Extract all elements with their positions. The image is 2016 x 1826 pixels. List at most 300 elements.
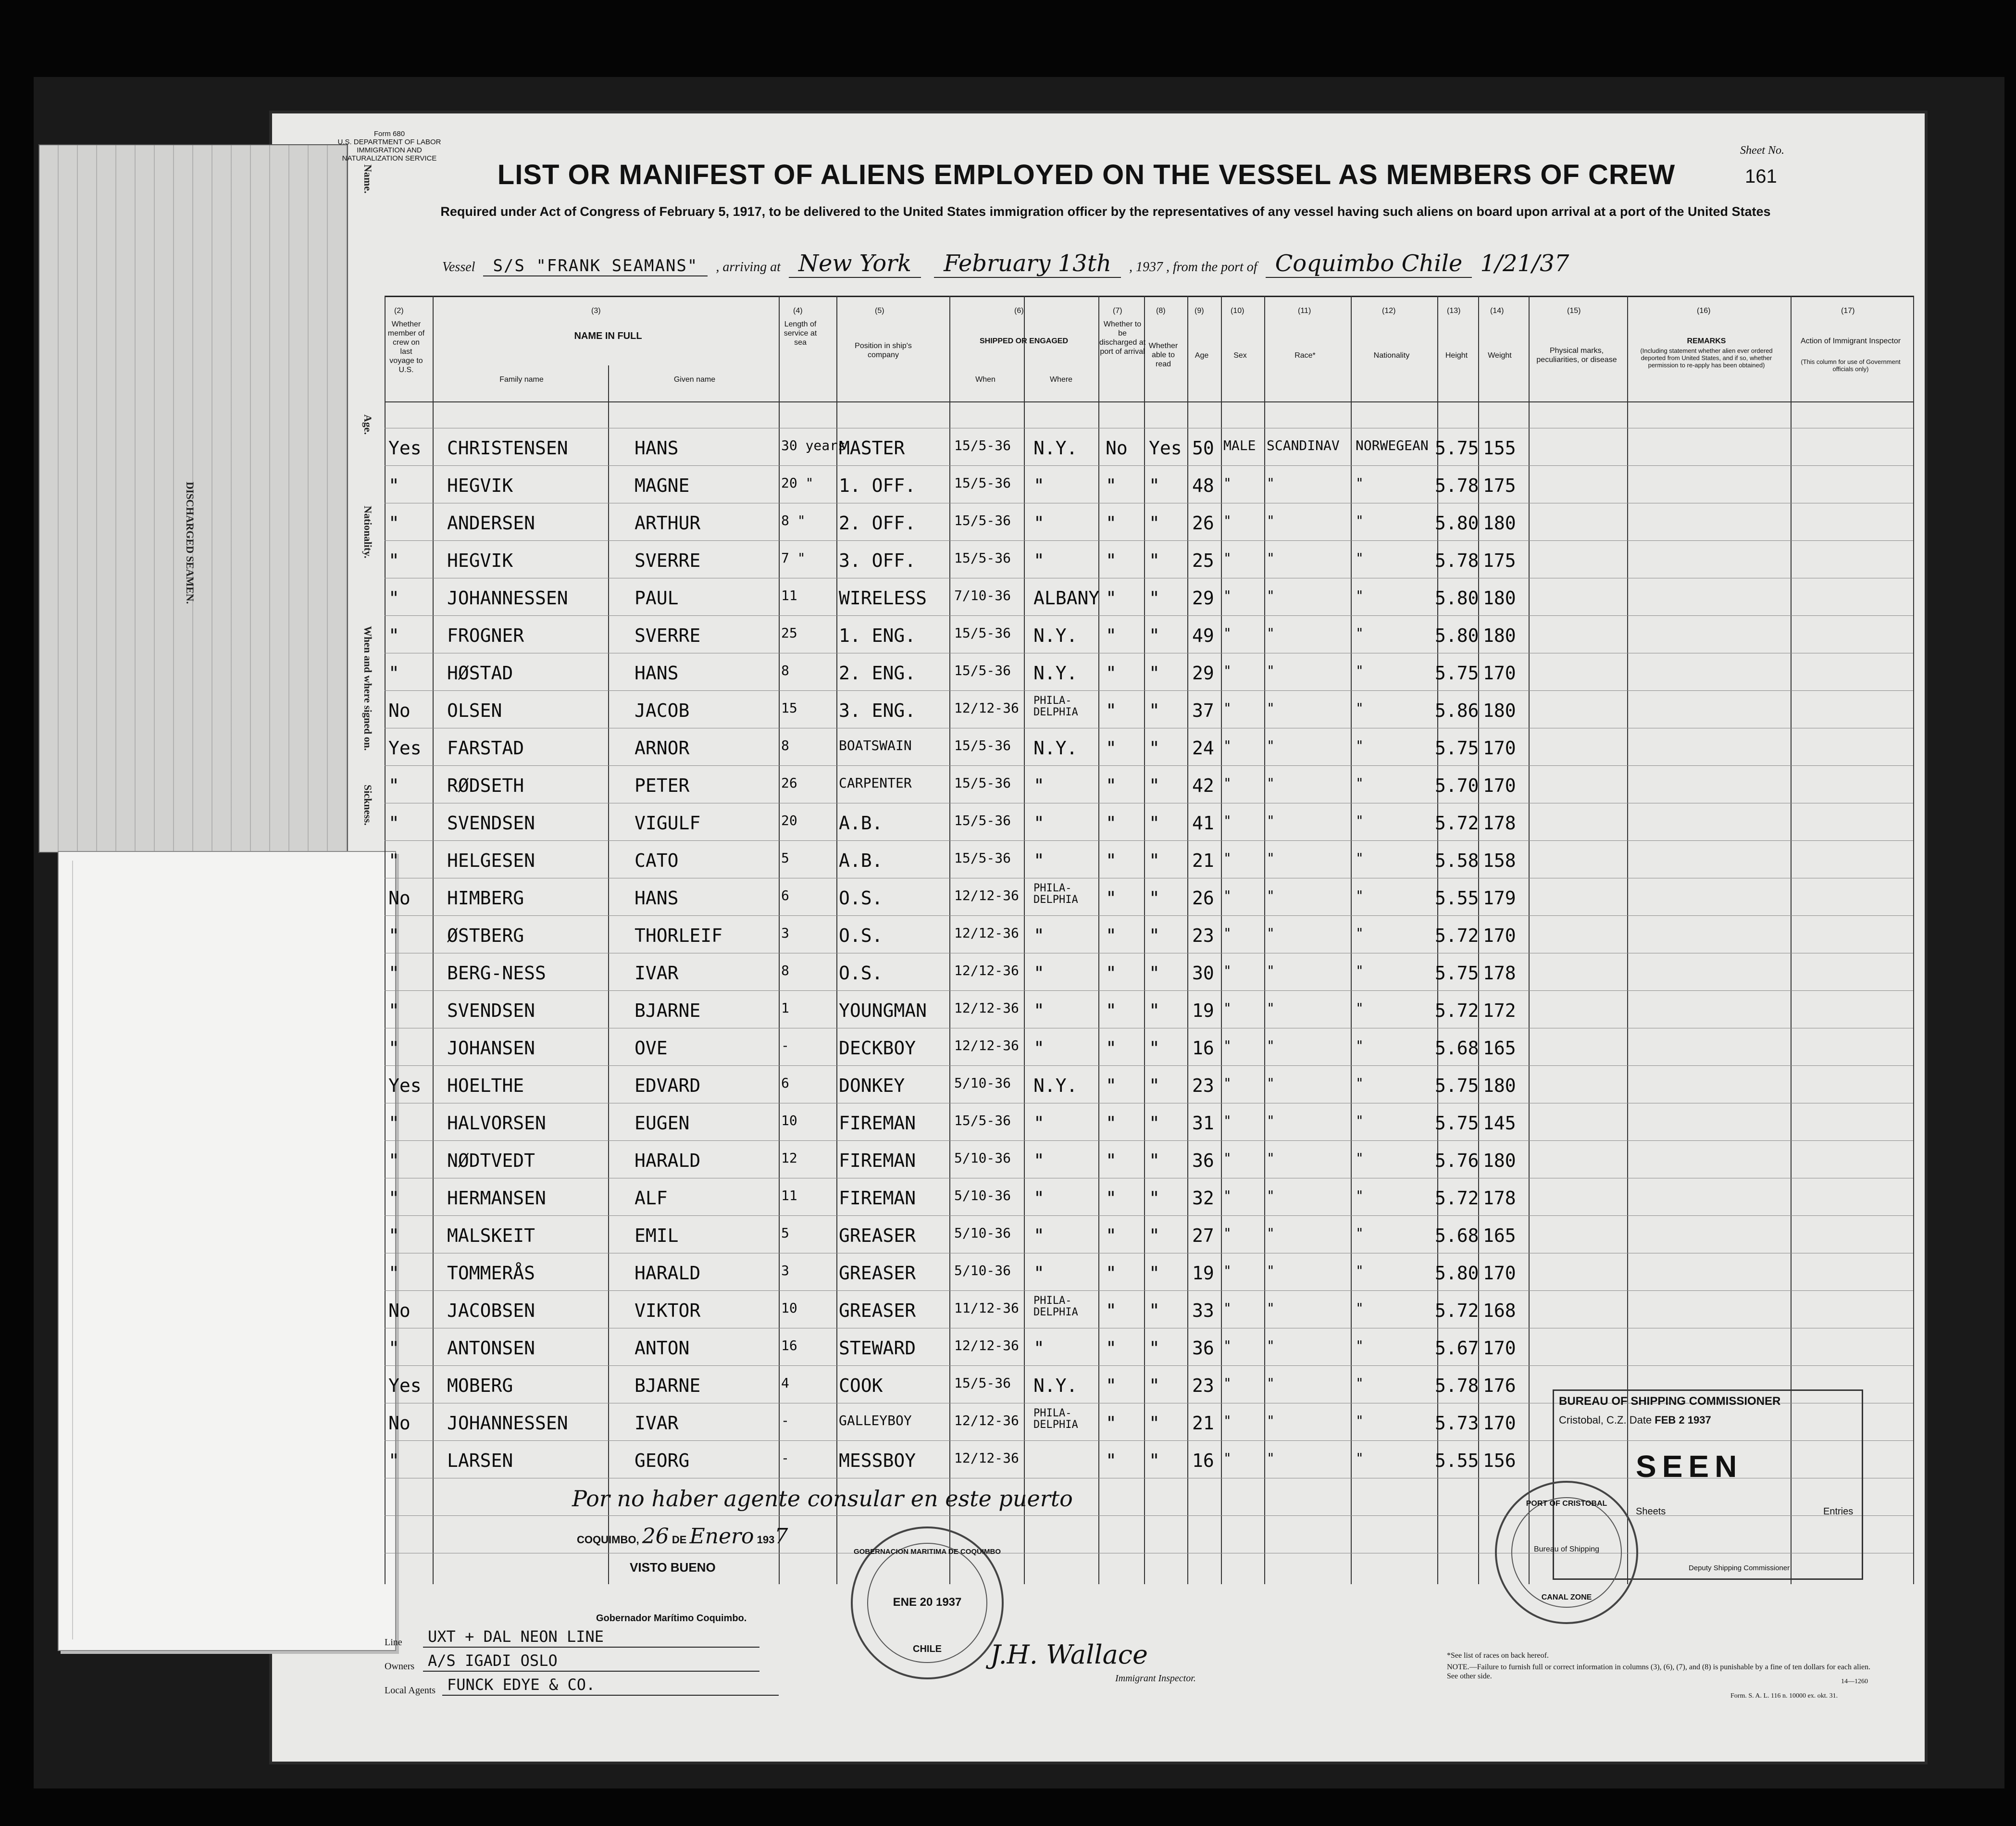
cell-disch: " [1106,1038,1117,1059]
cell-sex: " [1223,513,1232,528]
cell-height: 5.70 [1435,775,1479,796]
cell-position: WIRELESS [839,588,927,609]
cell-age: 32 [1192,1188,1214,1209]
cell-service: 8 " [781,513,806,528]
from-label: , from the port of [1166,260,1257,275]
line-underline [423,1647,759,1648]
folded-paper-edge [72,861,386,1639]
cell-disch: " [1106,513,1117,534]
cell-family: HEGVIK [447,550,513,571]
owners-label: Owners [385,1661,415,1672]
cell-given: BJARNE [635,1000,701,1021]
sidebar-col-signed-on: When and where signed on. [362,626,374,751]
agents-row [385,1676,596,1696]
vessel-label: Vessel [442,260,475,275]
cell-age: 26 [1192,513,1214,534]
cell-when: 15/5-36 [954,625,1011,641]
cell-family: ØSTBERG [447,925,524,946]
cell-race: " [1267,963,1275,978]
page-subtitle: Required under Act of Congress of February 5, 1917, to be delivered to the United States immigration officer by the representatives of any vessel having such aliens on board upon arrival at a port of the United States [440,204,1771,219]
owners-underline [423,1671,759,1672]
cell-when: 7/10-36 [954,588,1011,603]
crew-row [385,1253,1913,1290]
crew-row [385,1028,1913,1065]
cell-service: 10 [781,1300,797,1316]
cell-when: 11/12-36 [954,1300,1019,1316]
de-label: DE [672,1534,687,1546]
cell-height: 5.75 [1435,1075,1479,1096]
cell-where: N.Y. [1033,1375,1078,1396]
cell-nat: " [1356,888,1364,903]
col-header-discharged: Whether to be discharged at port of arrival [1099,320,1146,356]
cell-sex: " [1223,700,1232,716]
cell-weight: 178 [1483,963,1516,984]
cell-weight: 180 [1483,700,1516,721]
cell-race: " [1267,1338,1275,1353]
cell-nat: " [1356,738,1364,753]
cell-weight: 175 [1483,550,1516,571]
cell-when: 15/5-36 [954,738,1011,753]
cell-where: PHILA-DELPHIA [1033,882,1078,906]
cell-where: " [1033,1113,1045,1134]
coquimbo-month: Enero [689,1524,754,1549]
cell-disch: " [1106,550,1117,571]
cell-nat: " [1356,1263,1364,1278]
crew-row [385,878,1913,915]
cell-family: JOHANSEN [447,1038,535,1059]
cell-height: 5.72 [1435,925,1479,946]
cell-sex: " [1223,550,1232,566]
cell-disch: " [1106,925,1117,946]
col-header-remarks-note: (Including statement whether alien ever ordered deported from United States, and if so, whether permission to re-apply has been obtained) [1640,347,1773,369]
cell-service: 6 [781,888,789,903]
cell-age: 50 [1192,438,1214,459]
inspector-signature: J.H. Wallace [990,1639,1148,1670]
cell-disch: " [1106,1188,1117,1209]
cell-nat: " [1356,625,1364,641]
cell-disch: " [1106,1225,1117,1246]
cell-sex: " [1223,1263,1232,1278]
cell-sex: " [1223,888,1232,903]
cell-given: HANS [635,438,679,459]
crew-row [385,578,1913,615]
cell-nat: " [1356,925,1364,941]
cell-prev: " [388,775,399,796]
cell-height: 5.75 [1435,438,1479,459]
cell-height: 5.72 [1435,1300,1479,1321]
cell-read: " [1149,1450,1160,1471]
cell-sex: " [1223,775,1232,791]
cell-position: YOUNGMAN [839,1000,927,1021]
cell-family: HEGVIK [447,475,513,496]
cell-family: SVENDSEN [447,1000,535,1021]
cell-height: 5.67 [1435,1338,1479,1359]
cell-given: JACOB [635,700,690,721]
column-number: (10) [1231,307,1244,315]
cell-service: 8 [781,963,789,978]
cell-weight: 170 [1483,1413,1516,1434]
cell-prev: " [388,850,399,871]
cell-age: 42 [1192,775,1214,796]
bureau-date: FEB 2 1937 [1655,1414,1711,1426]
cell-race: " [1267,1300,1275,1316]
cell-prev: " [388,513,399,534]
sidebar-col-name: Name. [362,164,374,194]
cell-given: VIGULF [635,813,701,834]
cell-where: " [1033,1038,1045,1059]
cell-prev: Yes [388,438,422,459]
cell-prev: " [388,813,399,834]
cell-service: 20 [781,813,797,828]
cell-height: 5.55 [1435,1450,1479,1471]
cell-where: PHILA-DELPHIA [1033,1295,1078,1318]
cell-age: 23 [1192,1375,1214,1396]
cell-where: " [1033,475,1045,496]
cell-when: 15/5-36 [954,1113,1011,1128]
cell-where: " [1033,775,1045,796]
cell-prev: " [388,588,399,609]
crew-row [385,728,1913,765]
crew-row [385,690,1913,728]
arrival-year: , 1937 [1129,260,1163,275]
cell-prev: No [388,888,411,909]
cell-nat: " [1356,588,1364,603]
cell-age: 36 [1192,1338,1214,1359]
cell-given: PAUL [635,588,679,609]
seen-stamp: SEEN [1636,1449,1743,1484]
cell-sex: " [1223,1000,1232,1016]
cell-when: 5/10-36 [954,1263,1011,1278]
cell-where: N.Y. [1033,738,1078,759]
agents-label: Local Agents [385,1685,436,1696]
entries-label: Entries [1823,1506,1854,1517]
cell-family: CHRISTENSEN [447,438,568,459]
col-header-name: NAME IN FULL [574,331,642,341]
cell-when: 5/10-36 [954,1075,1011,1091]
cell-race: " [1267,925,1275,941]
column-number: (17) [1841,307,1855,315]
cell-position: FIREMAN [839,1188,916,1209]
cell-nat: " [1356,1038,1364,1053]
cell-read: " [1149,1150,1160,1171]
cell-sex: " [1223,1188,1232,1203]
cell-age: 29 [1192,663,1214,684]
column-number: (16) [1697,307,1711,315]
crew-row [385,915,1913,953]
cell-position: 2. OFF. [839,513,916,534]
cell-race: " [1267,625,1275,641]
cell-height: 5.80 [1435,1263,1479,1284]
cell-race: " [1267,888,1275,903]
cell-position: GREASER [839,1225,916,1246]
cell-disch: " [1106,1375,1117,1396]
cell-nat: " [1356,963,1364,978]
col-header-remarks: REMARKS [1687,337,1726,345]
cell-read: " [1149,738,1160,759]
col-header-action-note: (This column for use of Government officials only) [1801,358,1901,373]
arrival-port: New York [789,250,921,278]
cell-family: ANTONSEN [447,1338,535,1359]
cell-disch: No [1106,438,1128,459]
cell-where: N.Y. [1033,438,1078,459]
column-number: (8) [1156,307,1166,315]
cell-height: 5.68 [1435,1225,1479,1246]
col-header-race: Race* [1294,351,1316,360]
cell-prev: " [388,1000,399,1021]
cell-family: LARSEN [447,1450,513,1471]
cell-where: " [1033,925,1045,946]
cell-read: " [1149,1263,1160,1284]
cell-where: " [1033,1188,1045,1209]
cell-given: VIKTOR [635,1300,701,1321]
agents-underline [442,1695,779,1696]
cell-disch: " [1106,1075,1117,1096]
owners-value: A/S IGADI OSLO [428,1651,558,1670]
cell-position: MASTER [839,438,905,459]
line-label: Line [385,1637,402,1648]
cell-service: 20 " [781,475,814,491]
cell-service: 11 [781,1188,797,1203]
cell-given: ARTHUR [635,513,701,534]
cell-read: " [1149,1338,1160,1359]
cell-read: " [1149,700,1160,721]
col-header-family-name: Family name [499,375,544,384]
cell-race: " [1267,1038,1275,1053]
cell-weight: 170 [1483,738,1516,759]
crew-row [385,1065,1913,1103]
cell-age: 41 [1192,813,1214,834]
cell-given: ARNOR [635,738,690,759]
cell-nat: " [1356,475,1364,491]
cell-family: BERG-NESS [447,963,546,984]
sidebar-col-nationality: Nationality. [362,506,374,559]
cell-race: " [1267,475,1275,491]
cell-race: " [1267,1450,1275,1466]
agents-value: FUNCK EDYE & CO. [447,1676,596,1694]
crew-row [385,465,1913,503]
cell-weight: 158 [1483,850,1516,871]
cell-position: 1. ENG. [839,625,916,646]
cell-when: 12/12-36 [954,963,1019,978]
col-header-where: Where [1049,375,1073,384]
cell-nat: " [1356,813,1364,828]
col-header-sex: Sex [1233,351,1247,360]
cell-where: " [1033,1225,1045,1246]
cell-disch: " [1106,1300,1117,1321]
penalty-note: NOTE.—Failure to furnish full or correct information in columns (3), (6), (7), and (8) is punishable by a fine of ten dollars for each alien. See other side. [1447,1663,1871,1680]
cell-age: 23 [1192,925,1214,946]
cell-when: 15/5-36 [954,513,1011,528]
cell-position: FIREMAN [839,1150,916,1171]
print-number: 14—1260 [1841,1678,1868,1685]
cell-age: 21 [1192,850,1214,871]
discharged-seamen-sidebar [38,144,374,853]
cell-nat: " [1356,1000,1364,1016]
cell-family: MOBERG [447,1375,513,1396]
cell-when: 5/10-36 [954,1150,1011,1166]
cell-sex: " [1223,1150,1232,1166]
cell-family: HØSTAD [447,663,513,684]
cell-read: " [1149,1000,1160,1021]
seal1-date: ENE 20 1937 [893,1596,962,1609]
cell-sex: " [1223,813,1232,828]
coquimbo-day: 26 [642,1524,669,1549]
cell-age: 27 [1192,1225,1214,1246]
cell-family: HOELTHE [447,1075,524,1096]
cell-disch: " [1106,850,1117,871]
cell-where: " [1033,850,1045,871]
cell-race: " [1267,1075,1275,1091]
cell-read: " [1149,963,1160,984]
cell-service: 6 [781,1075,789,1091]
cell-height: 5.78 [1435,475,1479,496]
vessel-line [442,250,1884,278]
cell-family: TOMMERÅS [447,1263,535,1284]
cell-family: HALVORSEN [447,1113,546,1134]
cell-nat: " [1356,1375,1364,1391]
cell-family: JACOBSEN [447,1300,535,1321]
cell-where: ALBANY [1033,588,1100,609]
cell-disch: " [1106,738,1117,759]
cell-when: 15/5-36 [954,1375,1011,1391]
cell-age: 36 [1192,1150,1214,1171]
inspector-label: Immigrant Inspector. [1115,1673,1196,1684]
crew-row [385,990,1913,1028]
crew-row [385,1290,1913,1328]
column-number: (2) [394,307,404,315]
cell-where: " [1033,1150,1045,1171]
sheet-number: 161 [1745,166,1777,187]
cell-when: 12/12-36 [954,700,1019,716]
cell-service: 16 [781,1338,797,1353]
cell-prev: " [388,475,399,496]
cell-position: BOATSWAIN [839,738,912,753]
cell-age: 37 [1192,700,1214,721]
column-number: (4) [793,307,803,315]
column-rule [1913,296,1914,1584]
cell-service: 8 [781,663,789,678]
cell-nat: " [1356,1225,1364,1241]
crew-row [385,540,1913,578]
cell-disch: " [1106,775,1117,796]
cell-weight: 176 [1483,1375,1516,1396]
crew-row [385,615,1913,653]
cell-given: THORLEIF [635,925,723,946]
column-number: (9) [1195,307,1204,315]
seal2-top-text: PORT OF CRISTOBAL [1526,1500,1607,1508]
cell-family: HELGESEN [447,850,535,871]
cell-race: " [1267,1263,1275,1278]
cell-service: 10 [781,1113,797,1128]
cell-weight: 170 [1483,1263,1516,1284]
cell-sex: MALE [1223,438,1256,453]
cell-disch: " [1106,663,1117,684]
cell-height: 5.75 [1435,1113,1479,1134]
seal1-top-text: GOBERNACION MARITIMA DE COQUIMBO [853,1548,1001,1556]
col-header-action: Action of Immigrant Inspector [1800,337,1901,345]
cell-race: " [1267,1225,1275,1241]
cell-race: " [1267,1000,1275,1016]
cell-when: 15/5-36 [954,438,1011,453]
service: IMMIGRATION AND NATURALIZATION SERVICE [342,146,437,163]
cell-weight: 155 [1483,438,1516,459]
cell-family: JOHANNESSEN [447,588,568,609]
cell-race: " [1267,775,1275,791]
cell-disch: " [1106,588,1117,609]
cell-when: 12/12-36 [954,1413,1019,1428]
cell-when: 12/12-36 [954,1038,1019,1053]
cell-where: " [1033,963,1045,984]
cell-weight: 178 [1483,1188,1516,1209]
cell-read: " [1149,1075,1160,1096]
cell-read: " [1149,1225,1160,1246]
cell-height: 5.75 [1435,738,1479,759]
sheet-number-label: Sheet No. [1740,144,1784,157]
cell-when: 15/5-36 [954,550,1011,566]
cell-sex: " [1223,1300,1232,1316]
cell-when: 15/5-36 [954,775,1011,791]
cell-read: " [1149,1038,1160,1059]
cell-weight: 172 [1483,1000,1516,1021]
cell-age: 33 [1192,1300,1214,1321]
cell-nat: " [1356,663,1364,678]
cell-sex: " [1223,588,1232,603]
cell-when: 12/12-36 [954,1450,1019,1466]
col-header-when: When [975,375,996,384]
cell-age: 29 [1192,588,1214,609]
cell-age: 26 [1192,888,1214,909]
department: U.S. DEPARTMENT OF LABOR [337,138,441,146]
cell-given: CATO [635,850,679,871]
cell-prev: " [388,1113,399,1134]
sidebar-col-sickness: Sickness. [362,785,374,825]
cell-disch: " [1106,475,1117,496]
cell-position: CARPENTER [839,775,912,791]
cell-height: 5.55 [1435,888,1479,909]
cell-race: SCANDINAV [1267,438,1340,453]
race-note: *See list of races on back hereof. [1447,1651,1549,1660]
crew-row [385,653,1913,690]
cell-prev: " [388,1038,399,1059]
form-number-block [336,130,442,163]
cell-age: 21 [1192,1413,1214,1434]
cell-position: MESSBOY [839,1450,916,1471]
sidebar-col-age: Age. [362,414,374,435]
cell-age: 24 [1192,738,1214,759]
cell-sex: " [1223,625,1232,641]
cell-age: 30 [1192,963,1214,984]
cell-position: GREASER [839,1263,916,1284]
cell-weight: 145 [1483,1113,1516,1134]
crew-row [385,1103,1913,1140]
cell-sex: " [1223,475,1232,491]
cell-nat: " [1356,1450,1364,1466]
cell-position: 2. ENG. [839,663,916,684]
cell-disch: " [1106,1113,1117,1134]
cell-when: 5/10-36 [954,1225,1011,1241]
cell-nat: " [1356,1338,1364,1353]
col-header-given-name: Given name [673,375,716,384]
cell-height: 5.58 [1435,850,1479,871]
cell-height: 5.72 [1435,1188,1479,1209]
cell-service: 5 [781,1225,789,1241]
cell-read: " [1149,1188,1160,1209]
cell-position: DECKBOY [839,1038,916,1059]
cell-race: " [1267,550,1275,566]
cell-weight: 170 [1483,775,1516,796]
cell-where: " [1033,1000,1045,1021]
cell-disch: " [1106,700,1117,721]
